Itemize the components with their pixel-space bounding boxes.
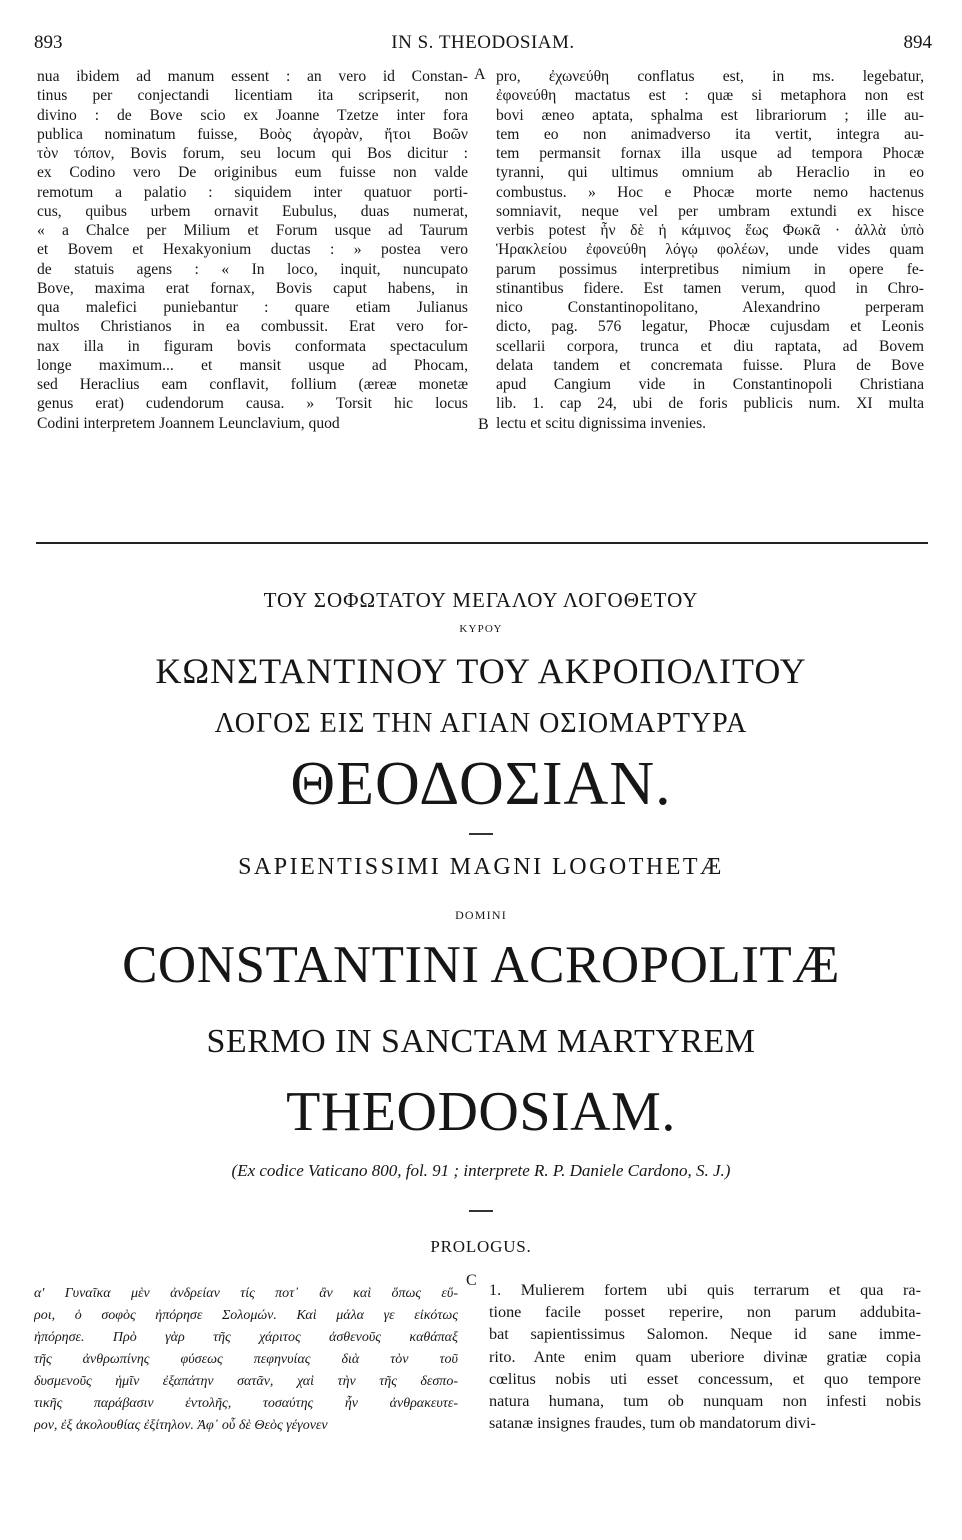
text-line: divino : de Bove scio ex Joanne Tzetze inter fora	[37, 106, 468, 124]
title-separator-dash	[469, 833, 493, 835]
text-line: satanæ insignes fraudes, tum ob mandatorum divi-	[489, 1414, 816, 1433]
text-line: α' Γυναῖκα μὲν ἀνδρείαν τίς ποτ᾿ ἂν καὶ ὅπως εὕ-	[34, 1286, 458, 1301]
margin-mark-a: A	[474, 66, 486, 83]
text-line: qua malefici puniebantur : quare etiam Julianus	[37, 299, 468, 316]
text-line: tem permansit fornax illa usque ad tempora Phocæ	[496, 145, 924, 162]
text-line: Codini interpretem Joannem Leunclavium, quod	[37, 414, 340, 432]
text-line: de statuis agens : « In loco, inquit, nuncupato	[37, 260, 468, 278]
greek-title-line-4: ΛΟΓΟΣ ΕΙΣ ΤΗΝ ΑΓΙΑΝ ΟΣΙΟΜΑΡΤΥΡΑ	[214, 708, 748, 739]
page-number-left: 893	[34, 32, 63, 53]
text-line: δυσμενοῦς ἡμῖν ἐξαπάτην σατᾶν, χαὶ τὴν τῆς δεσπο-	[34, 1374, 458, 1389]
margin-mark-b: B	[478, 416, 489, 433]
text-line: publica nominatum fuisse, Βοὸς ἀγορὰν, ἤτοι Βοῶν	[37, 125, 468, 143]
text-line: et Bovem et Hexakyonium ductas : » postea vero	[37, 241, 468, 259]
text-line: scellarii corpora, trunca et diu raptata, ad Bovem	[496, 337, 924, 355]
text-line: τικῆς παράβασιν ἐντολῆς, τοσαύτης ἦν ἀνθρακευτε-	[34, 1396, 458, 1411]
text-line: nua ibidem ad manum essent : an vero id Constan-	[37, 68, 468, 85]
text-line: lectu et scitu dignissima invenies.	[496, 414, 707, 432]
text-line: ρον, ἐξ ἀκολουθίας ἐξίτηλον. Ἀφ᾿ οὗ δὲ Θεὸς γέγονεν	[34, 1418, 328, 1433]
heading-separator-dash	[469, 1210, 493, 1212]
text-line: nico Constantinopolitano, Alexandrino perperam	[496, 299, 924, 316]
text-line: tyranni, qui ultimus omnium ab Heraclio in eo	[496, 164, 924, 182]
text-line: apud Cangium vide in Constantinopoli Christiana	[496, 376, 924, 393]
text-line: longe maximum... et mansit usque ad Phocam,	[37, 356, 468, 374]
text-line: multos Christianos in ea combussit. Erat vero for-	[37, 318, 468, 336]
latin-title-line-1: SAPIENTISSIMI MAGNI LOGOTHETÆ	[238, 854, 724, 880]
page-number-right: 894	[903, 32, 932, 53]
greek-text-column	[34, 1283, 458, 1437]
text-line: lib. 1. cap 24, ubi de foris publicis num. XI multa	[496, 395, 924, 413]
running-title: IN S. THEODOSIAM.	[391, 32, 575, 53]
text-line: genus erat) cudendorum causa. » Torsit hic locus	[37, 395, 468, 413]
text-line: bat sapientissimus Salomon. Neque id sane imme-	[489, 1325, 921, 1344]
text-line: delata tandem et concremata fuisse. Plura de Bove	[496, 356, 924, 374]
text-line: verbis potest ἦν δὲ ἡ κάμινος ἕως Φωκᾶ · ἀλλὰ ὑπὸ	[496, 222, 924, 239]
greek-title-line-2: ΚΥΡΟΥ	[459, 623, 503, 635]
text-line: natura humana, tum ob nunquam non infesti nobis	[489, 1391, 921, 1410]
greek-title-line-5: ΘΕΟΔΟΣΙΑΝ.	[290, 750, 672, 818]
text-line: nax illa in figuram bovis conformata spectaculum	[37, 337, 468, 355]
text-line: ἐφονεύθη mactatus est : quæ si metaphora non est	[496, 87, 924, 105]
text-line: somniavit, neque vel per umbram extundi ex hisce	[496, 202, 924, 220]
source-note: (Ex codice Vaticano 800, fol. 91 ; interprete R. P. Daniele Cardono, S. J.)	[231, 1161, 731, 1180]
greek-title-line-1: ΤΟΥ ΣΟΦΩΤΑΤΟΥ ΜΕΓΑΛΟΥ ΛΟΓΟΘΕΤΟΥ	[263, 588, 699, 612]
text-line: τὸν τόπον, Bovis forum, seu locum qui Bos dicitur :	[37, 145, 468, 162]
text-line: cœlitus nobis uti esset concessum, et quo tempore	[489, 1369, 921, 1388]
text-line: rito. Ante enim quam uberiore divinæ gratiæ copia	[489, 1347, 921, 1366]
section-heading: PROLOGUS.	[430, 1237, 532, 1256]
latin-title-line-5: THEODOSIAM.	[286, 1081, 676, 1143]
text-line: dicto, pag. 576 legatur, Phocæ cujusdam et Leonis	[496, 318, 924, 336]
latin-title-line-4: SERMO IN SANCTAM MARTYREM	[206, 1023, 756, 1060]
text-line: ροι, ὁ σοφὸς ἠπόρησε Σολομών. Καὶ μάλα γε εἰκότως	[34, 1308, 458, 1323]
margin-mark-c: C	[466, 1272, 477, 1289]
text-line: pro, ἐχωνεύθη conflatus est, in ms. legebatur,	[496, 68, 924, 85]
text-line: Bove, maxima erat fornax, Bovis caput habens, in	[37, 279, 468, 297]
text-line: « a Chalce per Milium et Forum usque ad Taurum	[37, 222, 468, 239]
text-line: tinus per conjectandi licentiam ita scripserit, non	[37, 87, 468, 105]
text-line: ἠπόρησε. Πρὸ γὰρ τῆς χάριτος ἀσθενοῦς καθάπαξ	[34, 1330, 458, 1345]
latin-title-line-3: CONSTANTINI ACROPOLITÆ	[122, 936, 840, 994]
text-line: cus, quibus urbem ornavit Eubulus, duas numerat,	[37, 202, 468, 220]
text-line: remotum a palatio : siquidem inter quatuor porti-	[37, 183, 468, 201]
text-line: bovi æneo aptata, sphalma est librariorum ; ille au-	[496, 106, 924, 124]
text-line: 1. Mulierem fortem ubi quis terrarum et qua ra-	[489, 1281, 921, 1299]
greek-title-line-3: ΚΩΝΣΤΑΝΤΙΝΟΥ ΤΟΥ ΑΚΡΟΠΟΛΙΤΟΥ	[155, 651, 807, 691]
latin-title-line-2: DOMINI	[455, 908, 507, 922]
text-line: Ἡρακλείου ἐφονεύθη λόγῳ φολέων, unde vides quam	[496, 241, 924, 259]
text-line: stinantibus fidere. Est tamen verum, quod in Chro-	[496, 279, 924, 297]
text-line: τῆς ἀνθρωπίνης φύσεως πεφηνυίας διὰ τὸν τοῦ	[34, 1352, 458, 1367]
text-line: parum possimus interpretibus nimium in opere fe-	[496, 260, 924, 278]
text-line: combustus. » Hoc e Phocæ morte nemo hactenus	[496, 183, 924, 201]
text-line: sed Heraclius eam conflavit, follium (æreæ monetæ	[37, 376, 468, 393]
text-line: tem eo non animadverso ita vertit, integra au-	[496, 125, 924, 143]
latin-text-column	[489, 1279, 921, 1434]
text-line: tione facile posset reperire, non parum addubita-	[489, 1303, 921, 1322]
text-line: ex Codino vero De originibus eum fuisse non valde	[37, 164, 468, 182]
